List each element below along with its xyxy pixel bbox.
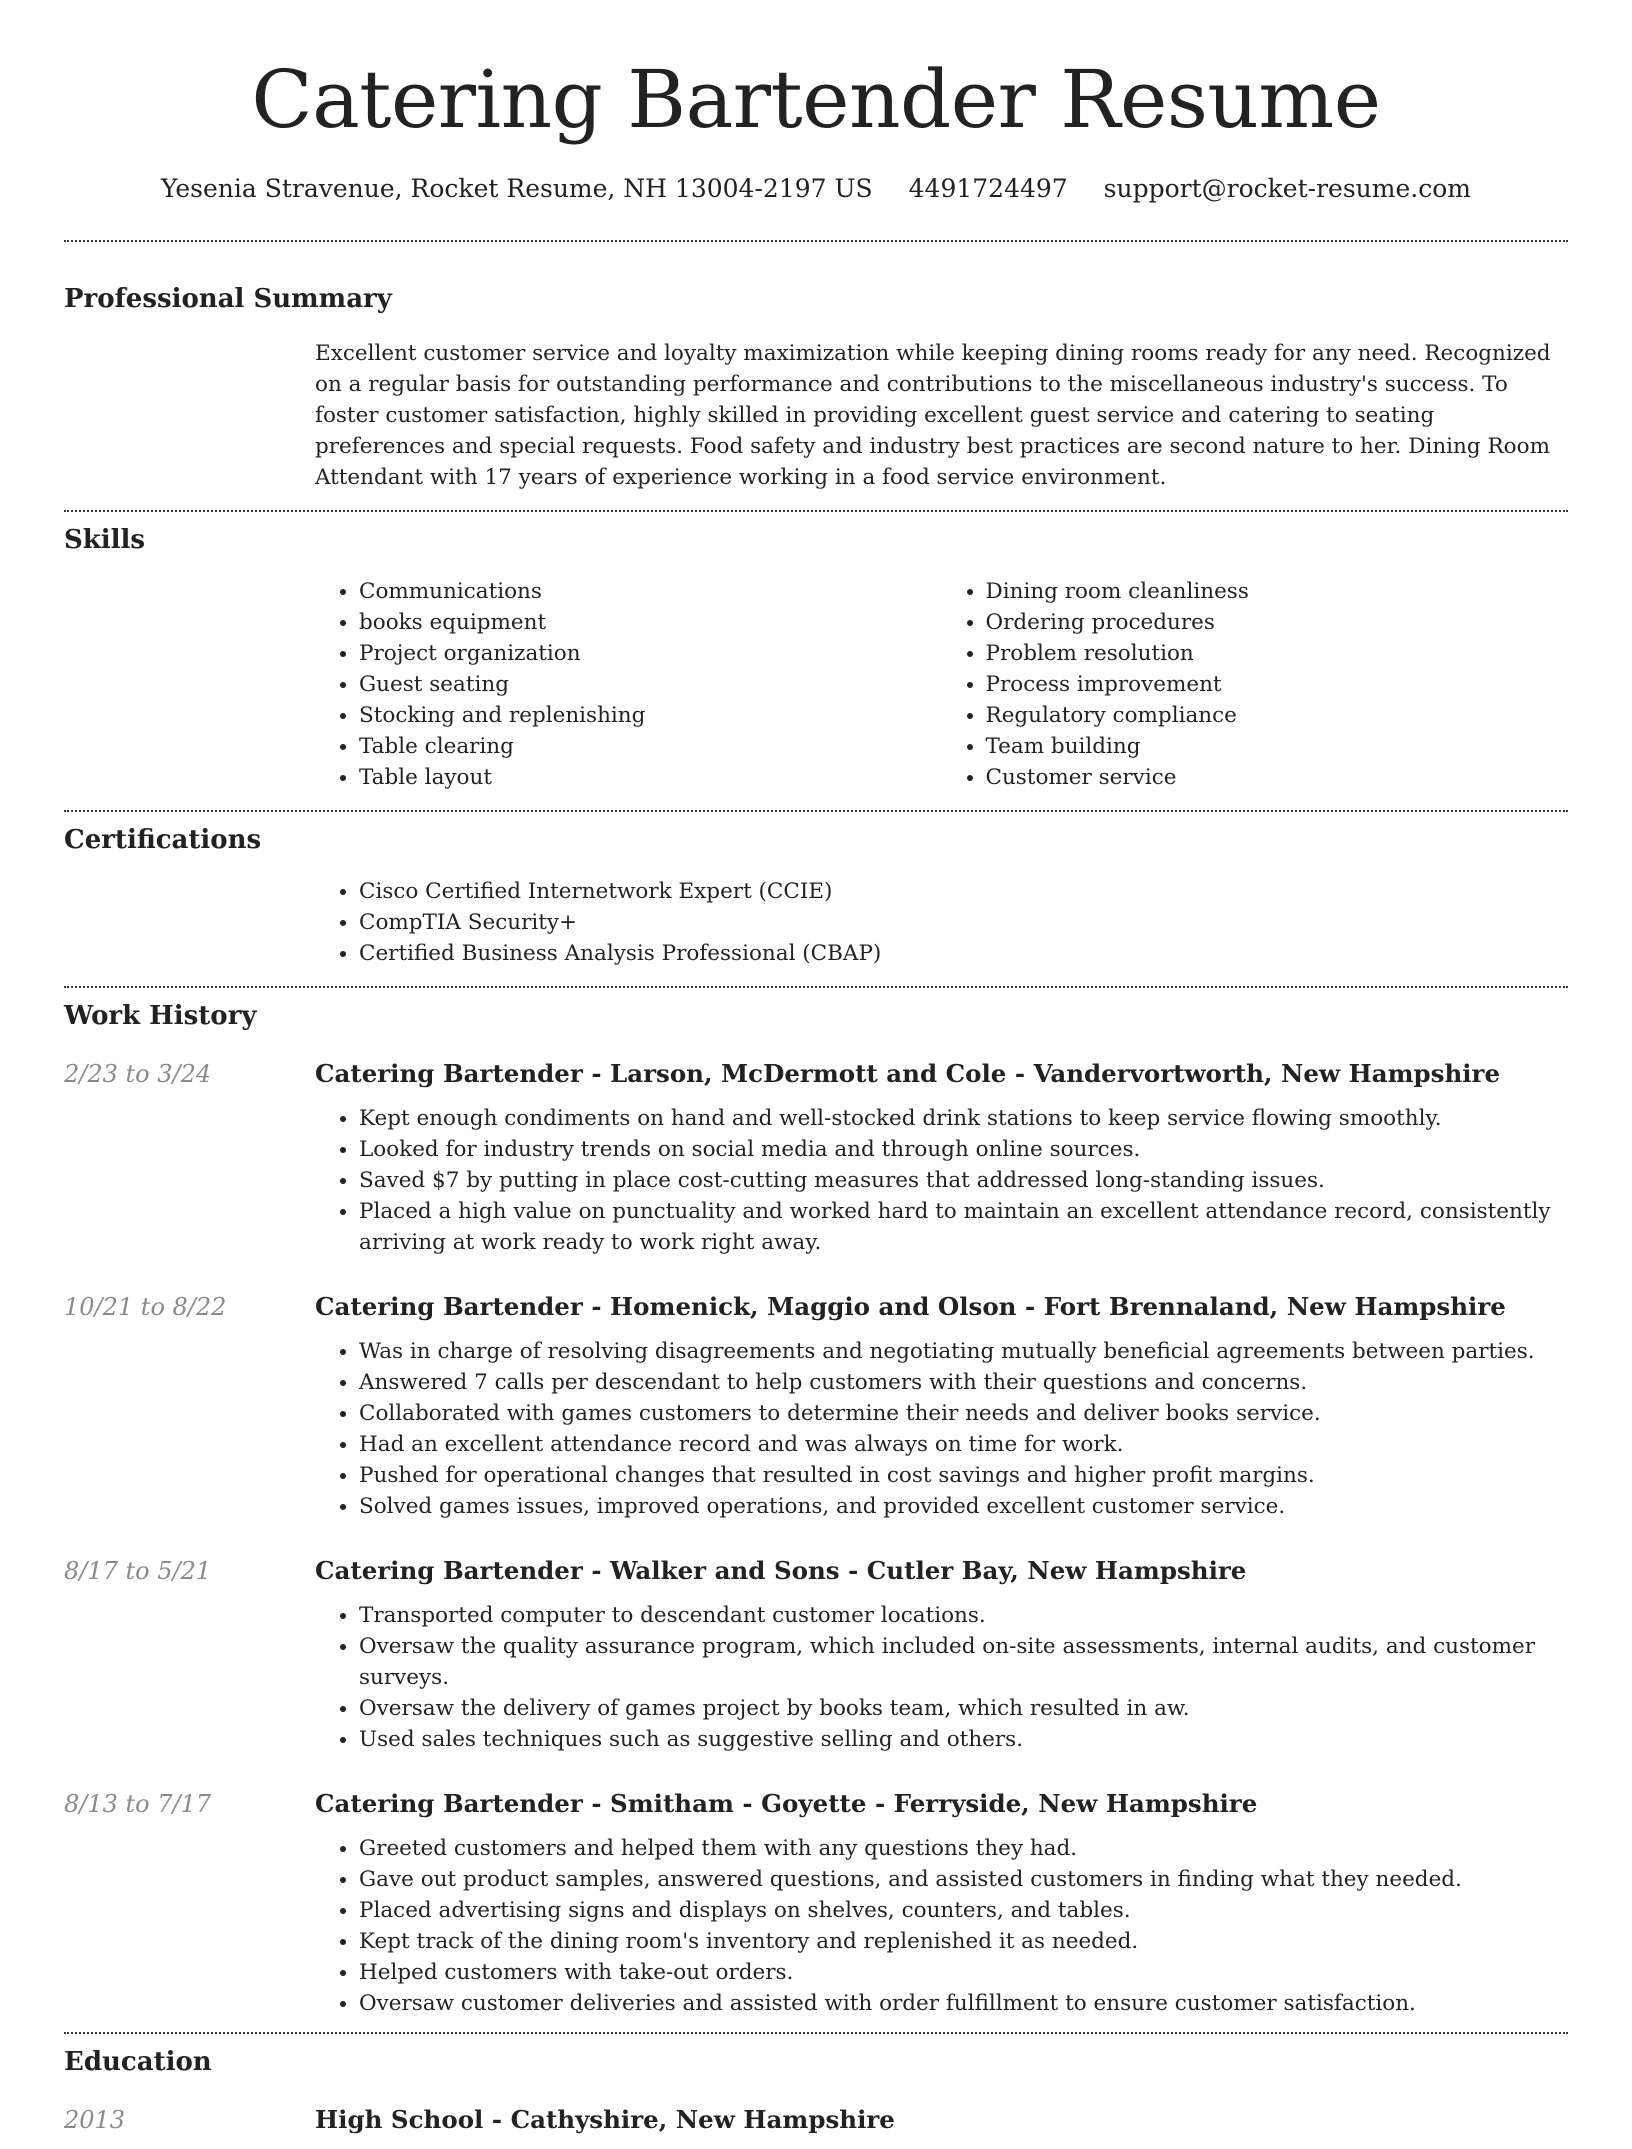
job-bullets	[315, 1600, 1568, 1755]
skill-item: • Customer service	[986, 762, 1569, 793]
skill-item: • Ordering procedures	[986, 607, 1569, 638]
job-bullet: • Was in charge of resolving disagreements and negotiating mutually beneficial agreements between parties.	[359, 1336, 1568, 1367]
job-bullets	[315, 1103, 1568, 1258]
job-entry	[64, 1057, 1568, 1258]
job-bullet: • Solved games issues, improved operations, and provided excellent customer service.	[359, 1491, 1568, 1522]
skill-item: • Table clearing	[359, 731, 942, 762]
skill-item: • Process improvement	[986, 669, 1569, 700]
summary-content	[315, 338, 1568, 493]
divider	[64, 510, 1568, 512]
certifications-list	[315, 876, 1568, 969]
skill-item: • Communications	[359, 576, 942, 607]
job-bullets	[315, 1336, 1568, 1522]
divider	[64, 240, 1568, 242]
job-bullet: • Oversaw the quality assurance program, which included on-site assessments, internal audits, and customer surveys.	[359, 1631, 1568, 1693]
job-bullet: • Pushed for operational changes that resulted in cost savings and higher profit margins.	[359, 1460, 1568, 1491]
job-date: 8/17 to 5/21	[64, 1557, 212, 1585]
skill-item: • Table layout	[359, 762, 942, 793]
job-body	[315, 1554, 1568, 1755]
job-date: 10/21 to 8/22	[64, 1293, 227, 1321]
job-bullet: • Helped customers with take-out orders.	[359, 1957, 1568, 1988]
contact-address: Yesenia Stravenue, Rocket Resume, NH 13004-2197 US	[161, 174, 873, 203]
job-title: Catering Bartender - Larson, McDermott and Cole - Vandervortworth, New Hampshire	[315, 1059, 1501, 1088]
contact-email: support@rocket-resume.com	[1103, 174, 1471, 203]
certification-item: • Cisco Certified Internetwork Expert (CCIE)	[359, 876, 1568, 907]
section-heading-certifications: Certifications	[64, 825, 262, 855]
job-bullet: • Used sales techniques such as suggestive selling and others.	[359, 1724, 1568, 1755]
divider	[64, 2032, 1568, 2034]
certifications-content	[315, 876, 1568, 969]
skill-item: • Stocking and replenishing	[359, 700, 942, 731]
job-date: 2/23 to 3/24	[64, 1060, 212, 1088]
skill-item: • Project organization	[359, 638, 942, 669]
education-entry	[64, 2103, 1568, 2149]
job-bullet: • Placed advertising signs and displays on shelves, counters, and tables.	[359, 1895, 1568, 1926]
section-heading-work-history: Work History	[64, 1001, 257, 1031]
divider	[64, 810, 1568, 812]
education-body	[315, 2103, 1568, 2149]
job-entry	[64, 1787, 1568, 2019]
contact-line	[64, 172, 1568, 206]
job-bullet: • Greeted customers and helped them with any questions they had.	[359, 1833, 1568, 1864]
skill-item: • books equipment	[359, 607, 942, 638]
skill-item: • Problem resolution	[986, 638, 1569, 669]
job-bullet: • Oversaw customer deliveries and assisted with order fulfillment to ensure customer satisfaction.	[359, 1988, 1568, 2019]
job-bullet: • Answered 7 calls per descendant to help customers with their questions and concerns.	[359, 1367, 1568, 1398]
job-body	[315, 1787, 1568, 2019]
page-title: Catering Bartender Resume	[251, 53, 1381, 146]
job-date: 8/13 to 7/17	[64, 1790, 212, 1818]
education-date: 2013	[64, 2106, 126, 2134]
job-bullet: • Looked for industry trends on social media and through online sources.	[359, 1134, 1568, 1165]
skill-item: • Guest seating	[359, 669, 942, 700]
skills-list-right	[942, 576, 1569, 793]
job-body	[315, 1290, 1568, 1522]
skills-list-left	[315, 576, 942, 793]
job-bullet: • Gave out product samples, answered questions, and assisted customers in finding what they needed.	[359, 1864, 1568, 1895]
section-heading-education: Education	[64, 2047, 212, 2077]
job-bullet: • Placed a high value on punctuality and worked hard to maintain an excellent attendance record, consistently arriving at work ready to work right away.	[359, 1196, 1568, 1258]
resume-page	[64, 0, 1568, 2149]
skill-item: • Dining room cleanliness	[986, 576, 1569, 607]
job-title: Catering Bartender - Smitham - Goyette - Ferryside, New Hampshire	[315, 1789, 1258, 1818]
certification-item: • Certified Business Analysis Professional (CBAP)	[359, 938, 1568, 969]
divider	[64, 986, 1568, 988]
job-bullet: • Kept track of the dining room's inventory and replenished it as needed.	[359, 1926, 1568, 1957]
job-bullet: • Kept enough condiments on hand and well-stocked drink stations to keep service flowing smoothly.	[359, 1103, 1568, 1134]
job-bullet: • Collaborated with games customers to determine their needs and deliver books service.	[359, 1398, 1568, 1429]
certification-item: • CompTIA Security+	[359, 907, 1568, 938]
job-bullet: • Transported computer to descendant customer locations.	[359, 1600, 1568, 1631]
skill-item: • Regulatory compliance	[986, 700, 1569, 731]
job-bullets	[315, 1833, 1568, 2019]
skill-item: • Team building	[986, 731, 1569, 762]
education-title: High School - Cathyshire, New Hampshire	[315, 2105, 895, 2134]
job-title: Catering Bartender - Walker and Sons - Cutler Bay, New Hampshire	[315, 1556, 1247, 1585]
job-entry	[64, 1290, 1568, 1522]
section-heading-skills: Skills	[64, 525, 146, 555]
job-entry	[64, 1554, 1568, 1755]
job-bullet: • Had an excellent attendance record and was always on time for work.	[359, 1429, 1568, 1460]
skills-content	[315, 576, 1568, 793]
job-bullet: • Oversaw the delivery of games project by books team, which resulted in aw.	[359, 1693, 1568, 1724]
job-body	[315, 1057, 1568, 1258]
summary-text: Excellent customer service and loyalty maximization while keeping dining rooms ready for any need. Recognized on a regular basis for outstanding performance and contributions to the miscellaneous industry's success. To foster customer satisfaction, highly skilled in providing excellent guest service and catering to seating preferences and special requests. Food safety and industry best practices are second nature to her. Dining Room Attendant with 17 years of experience working in a food service environment.	[315, 341, 1551, 490]
section-heading-summary: Professional Summary	[64, 284, 392, 314]
contact-phone: 4491724497	[908, 174, 1068, 203]
job-bullet: • Saved $7 by putting in place cost-cutting measures that addressed long-standing issues.	[359, 1165, 1568, 1196]
job-title: Catering Bartender - Homenick, Maggio and Olson - Fort Brennaland, New Hampshire	[315, 1292, 1506, 1321]
